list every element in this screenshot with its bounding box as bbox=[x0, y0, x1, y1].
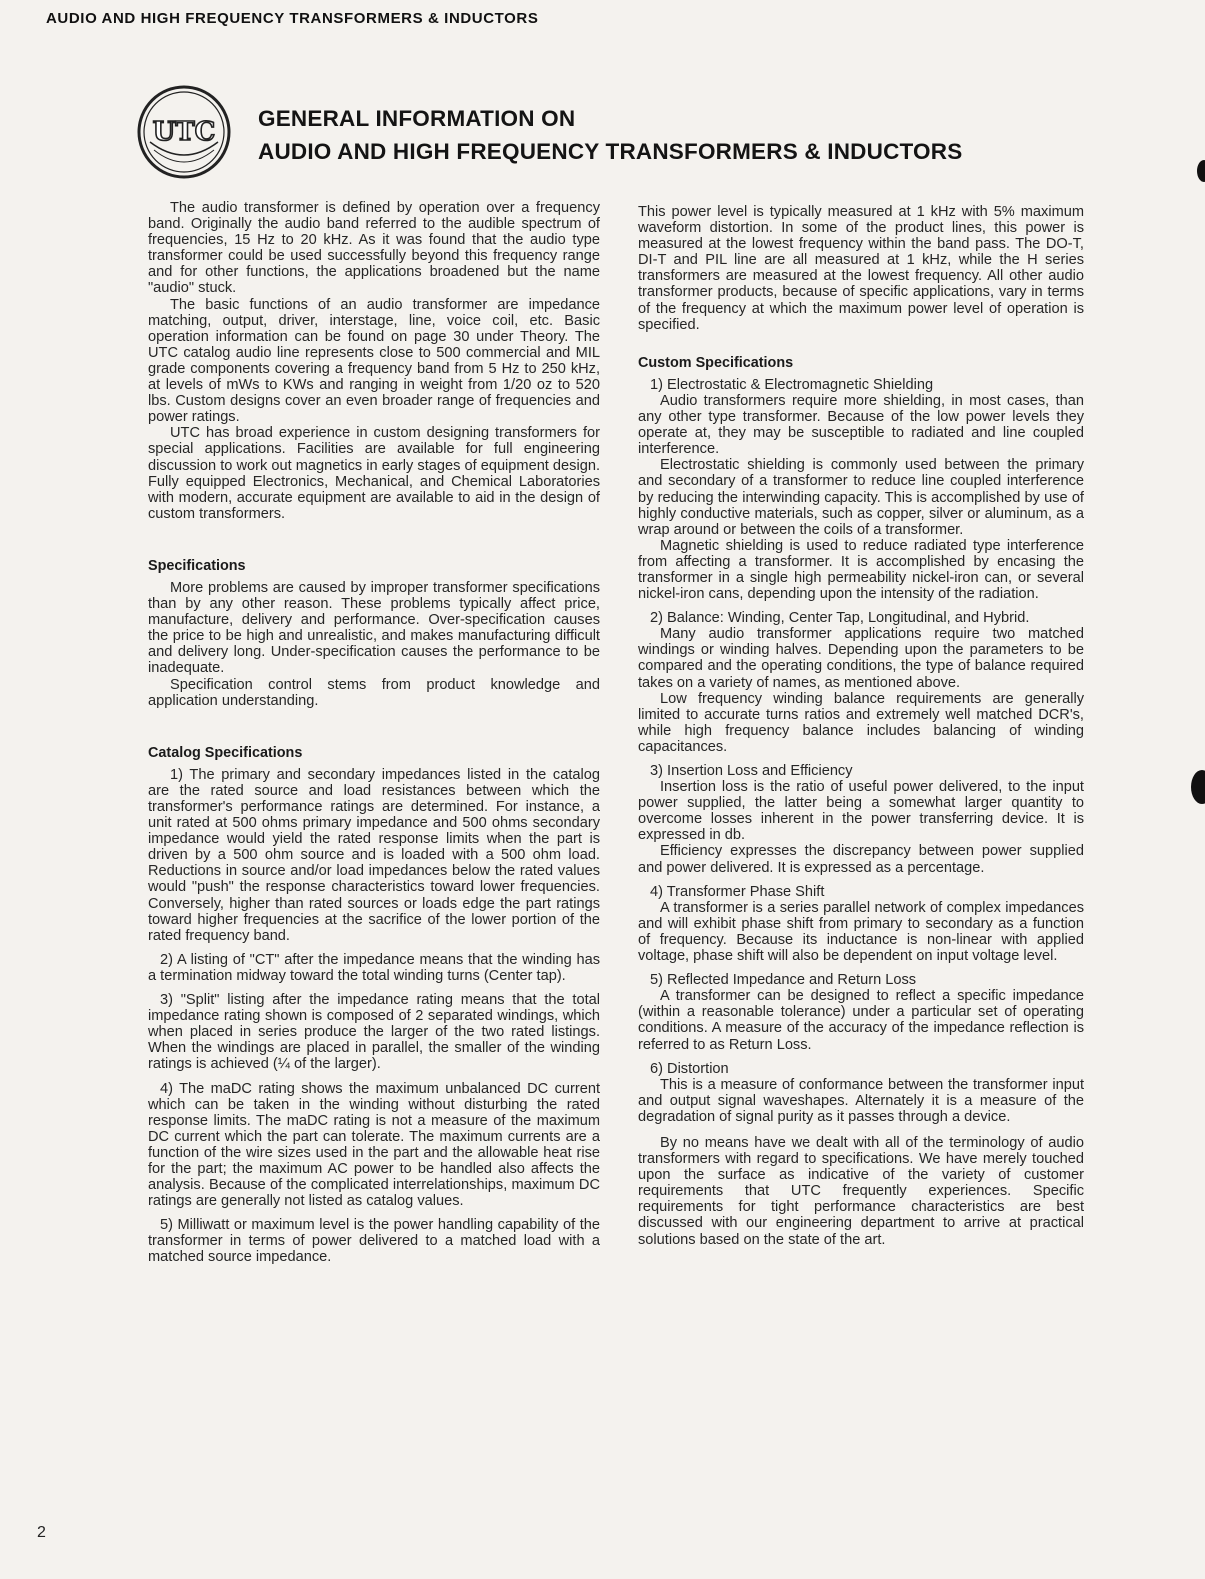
closing-paragraph: By no means have we dealt with all of the terminology of audio transformers with regard to specifications. We have merely touched upon the surface as indicative of the variety of customer requirements that UTC frequently experiences. Specific requirements for tight performance characteristics are best discussed with our engineering department to arrive at practical solutions based on the state of the art. bbox=[638, 1134, 1084, 1248]
custom-paragraph: Electrostatic shielding is commonly used between the primary and secondary of a transformer to reduce line coupled interference by reducing the interwinding capacity. This is accomplished by use of highly conductive materials, such as copper, silver or aluminum, as a wrap around or between the coils of a transformer. bbox=[638, 457, 1084, 538]
custom-section-title: 2) Balance: Winding, Center Tap, Longitudinal, and Hybrid. bbox=[650, 610, 1030, 627]
catalog-item: 4) The maDC rating shows the maximum unbalanced DC current which can be taken in the winding without disturbing the rated response limits. The maDC rating is not a measure of the maximum DC current which the part can tolerate. The maximum currents are a function of the wire sizes used in the part and the allowable heat rise for the part; the maximum AC power to be handled also affects the analysis. Because of the complicated interrelationships, maximum DC ratings are generally not listed as catalog values. bbox=[148, 1080, 600, 1210]
custom-section-title: 1) Electrostatic & Electromagnetic Shielding bbox=[650, 376, 934, 393]
custom-paragraph: A transformer is a series parallel network of complex impedances and will exhibit phase shift from primary to secondary as a function of frequency. Because its inductance is non-linear with applied voltage, phase shift will also be dependent on input voltage level. bbox=[638, 899, 1084, 965]
binder-hole-mark bbox=[1197, 160, 1205, 182]
running-head: AUDIO AND HIGH FREQUENCY TRANSFORMERS & INDUCTORS bbox=[46, 10, 539, 27]
catalog-item: 1) The primary and secondary impedances listed in the catalog are the rated source and load resistances between which the transformer's performance ratings are determined. For instance, a unit rated at 500 ohms primary impedance and 500 ohms secondary impedance would yield the rated response limits when the part is driven by a 500 ohm source and is loaded with a 500 ohm load. Reductions in source and/or load impedances below the rated values would "push" the response characteristics toward lower frequencies. Conversely, higher than rated sources or loads edge the part ratings toward higher frequencies at the sacrifice of the lower portion of the rated frequency band. bbox=[148, 766, 600, 944]
custom-paragraph: Audio transformers require more shielding, in most cases, than any other type transformer. Because of the low power levels they operate at, they may be susceptible to radiated and line coupled interference. bbox=[638, 392, 1084, 458]
specifications-paragraph: More problems are caused by improper transformer specifications than by any other reason. These problems typically affect price, manufacture, delivery and performance. Over-specification causes the price to be high and unrealistic, and makes manufacturing difficult and delivery long. Under-specification causes the performance to be inadequate. bbox=[148, 579, 600, 677]
custom-specifications-heading: Custom Specifications bbox=[638, 354, 794, 371]
custom-paragraph: This is a measure of conformance between the transformer input and output signal waveshapes. Alternately it is a measure of the degradation of signal purity as it passes through a device. bbox=[638, 1076, 1084, 1125]
left-column bbox=[148, 200, 600, 1266]
custom-paragraph: Efficiency expresses the discrepancy between power supplied and power delivered. It is expressed as a percentage. bbox=[638, 843, 1084, 876]
catalog-item: 2) A listing of "CT" after the impedance means that the winding has a termination midway toward the total winding turns (Center tap). bbox=[148, 951, 600, 984]
title-line-2: AUDIO AND HIGH FREQUENCY TRANSFORMERS & INDUCTORS bbox=[258, 139, 963, 164]
intro-paragraph: The basic functions of an audio transformer are impedance matching, output, driver, interstage, line, voice coil, etc. Basic operation information can be found on page 30 under Theory. The UTC catalog audio line represents close to 500 commercial and MIL grade components covering a frequency band from 5 Hz to 250 kHz, at levels of mWs to KWs and ranging in weight from 1/20 oz to 520 lbs. Custom designs cover an even broader range of frequencies and power ratings. bbox=[148, 296, 600, 426]
custom-paragraph: Insertion loss is the ratio of useful power delivered, to the input power supplied, the latter being a somewhat larger quantity to overcome losses inherent in the power transferring device. It is expressed in db. bbox=[638, 779, 1084, 844]
catalog-item: 5) Milliwatt or maximum level is the power handling capability of the transformer in terms of power delivered to a matched load with a matched source impedance. bbox=[148, 1217, 600, 1266]
custom-paragraph: Magnetic shielding is used to reduce radiated type interference from affecting a transformer. It is accomplished by encasing the transformer in a single high permeability nickel-iron can, or several nickel-iron cans, depending upon the intensity of the radiation. bbox=[638, 537, 1084, 603]
custom-section-title: 6) Distortion bbox=[650, 1060, 729, 1077]
right-column bbox=[638, 204, 1084, 1248]
specifications-paragraph: Specification control stems from product knowledge and application understanding. bbox=[148, 676, 600, 709]
custom-paragraph: Many audio transformer applications require two matched windings or winding halves. Depending upon the parameters to be compared and the operating conditions, the type of balance required takes on a variety of names, as mentioned above. bbox=[638, 626, 1084, 691]
continuation-paragraph: This power level is typically measured at 1 kHz with 5% maximum waveform distortion. In some of the product lines, this power is measured at the lowest frequency within the band pass. The DO-T, DI-T and PIL line are all measured at 1 kHz, while the H series transformers are measured at the lowest frequency. All other audio transformer products, because of specific applications, vary in terms of the frequency at which the maximum power level of operation is specified. bbox=[638, 204, 1084, 333]
custom-section-title: 5) Reflected Impedance and Return Loss bbox=[650, 972, 917, 989]
catalog-item: 3) "Split" listing after the impedance rating means that the total impedance rating shown is composed of 2 separated windings, which when placed in series produce the larger of the two rated listings. When the windings are placed in parallel, the smaller of the winding ratings is achieved (¼ of the larger). bbox=[148, 992, 600, 1073]
page-number: 2 bbox=[37, 1524, 46, 1541]
custom-section-title: 3) Insertion Loss and Efficiency bbox=[650, 763, 853, 779]
specifications-heading: Specifications bbox=[148, 557, 246, 574]
custom-paragraph: A transformer can be designed to reflect a specific impedance (within a reasonable tolerance) under a particular set of operating conditions. A measure of the accuracy of the impedance reflection is referred to as Return Loss. bbox=[638, 988, 1084, 1053]
intro-paragraph: The audio transformer is defined by operation over a frequency band. Originally the audio band referred to the audible spectrum of frequencies, 15 Hz to 20 kHz. As it was found that the audio type transformer could be used successfully beyond this frequency range and for other functions, the applications broadened but the name "audio" stuck. bbox=[148, 200, 600, 297]
binder-hole-mark bbox=[1191, 770, 1205, 804]
catalog-specifications-heading: Catalog Specifications bbox=[148, 744, 303, 761]
custom-paragraph: Low frequency winding balance requirements are generally limited to accurate turns ratios and extremely well matched DCR's, while high frequency balance includes balancing of winding capacitances. bbox=[638, 690, 1084, 755]
title-line-1: GENERAL INFORMATION ON bbox=[258, 106, 576, 131]
page-title bbox=[258, 102, 962, 168]
utc-logo-icon bbox=[136, 84, 232, 180]
logo-text: UTC bbox=[152, 117, 216, 147]
intro-paragraph: UTC has broad experience in custom designing transformers for special applications. Facilities are available for full engineering discussion to work out magnetics in early stages of equipment design. Fully equipped Electronics, Mechanical, and Chemical Laboratories with modern, accurate equipment are available to aid in the design of custom transformers. bbox=[148, 425, 600, 522]
custom-section-title: 4) Transformer Phase Shift bbox=[650, 883, 825, 900]
